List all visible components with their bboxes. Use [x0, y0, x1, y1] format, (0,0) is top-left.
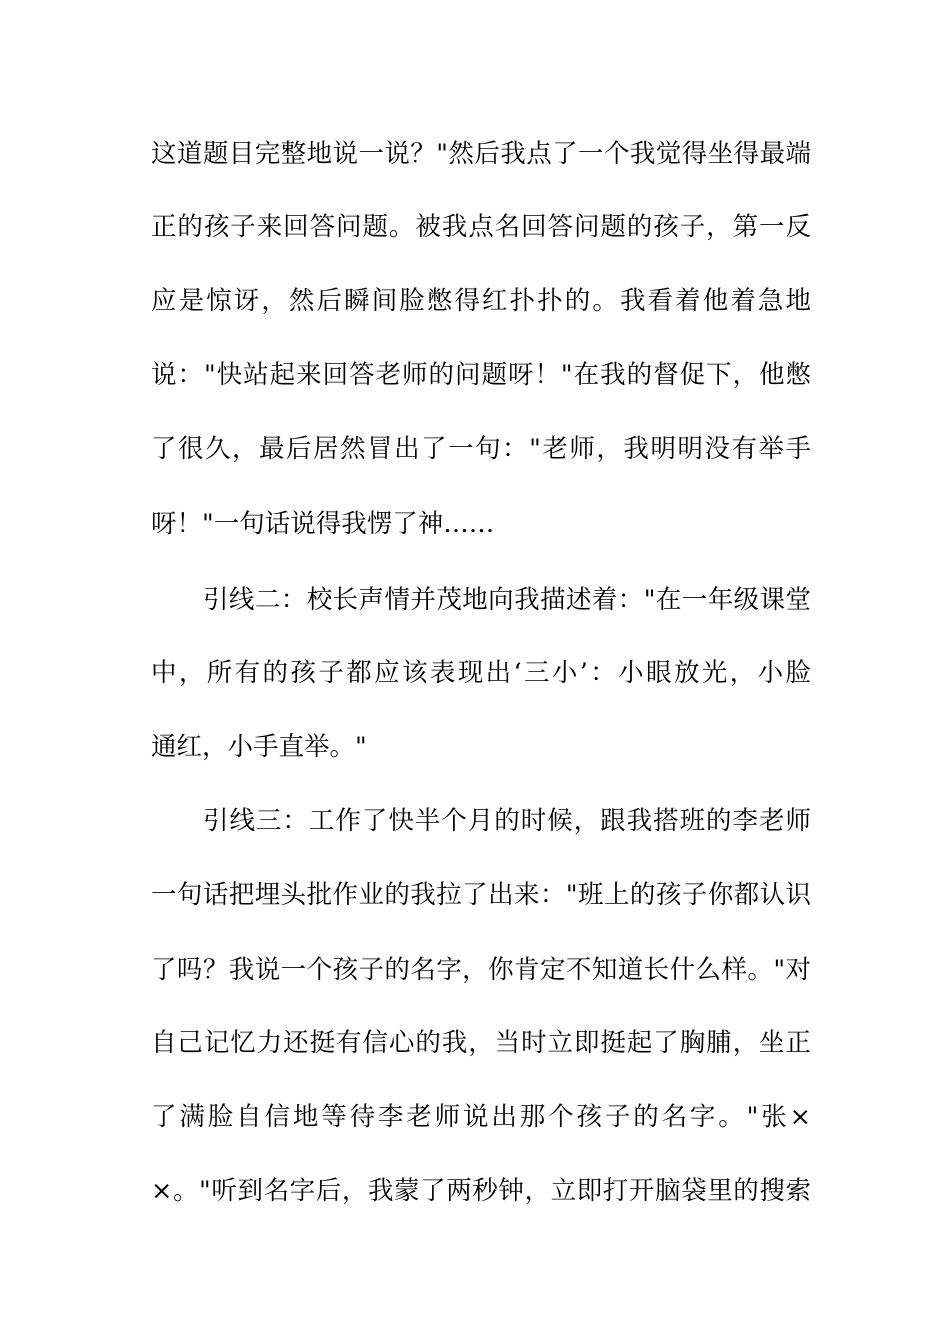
text-line: 了很久，最后居然冒出了一句："老师，我明明没有举手 — [151, 434, 811, 464]
text-line: 自己记忆力还挺有信心的我，当时立即挺起了胸脯，坐正 — [151, 1028, 811, 1058]
text-line: 呀！"一句话说得我愣了神…… — [151, 509, 495, 539]
text-line: 说："快站起来回答老师的问题呀！"在我的督促下，他憋 — [151, 360, 811, 390]
text-line: 正的孩子来回答问题。被我点名回答问题的孩子，第一反 — [151, 212, 811, 242]
text-line: 引线三：工作了快半个月的时候，跟我搭班的李老师 — [203, 806, 811, 836]
text-line: 这道题目完整地说一说？"然后我点了一个我觉得坐得最端 — [151, 139, 811, 169]
text-line: 中，所有的孩子都应该表现出‘三小’：小眼放光，小脸 — [151, 658, 811, 688]
text-line: 了吗？我说一个孩子的名字，你肯定不知道长什么样。"对 — [151, 955, 811, 985]
text-line: 了满脸自信地等待李老师说出那个孩子的名字。"张× — [151, 1102, 811, 1132]
text-line: 通红，小手直举。" — [151, 732, 367, 762]
text-line: 一句话把埋头批作业的我拉了出来："班上的孩子你都认识 — [151, 880, 811, 910]
text-line: 应是惊讶，然后瞬间脸憋得红扑扑的。我看着他着急地 — [151, 286, 811, 316]
text-line: ×。"听到名字后，我蒙了两秒钟，立即打开脑袋里的搜索 — [151, 1176, 811, 1206]
text-line: 引线二：校长声情并茂地向我描述着："在一年级课堂 — [203, 585, 811, 615]
